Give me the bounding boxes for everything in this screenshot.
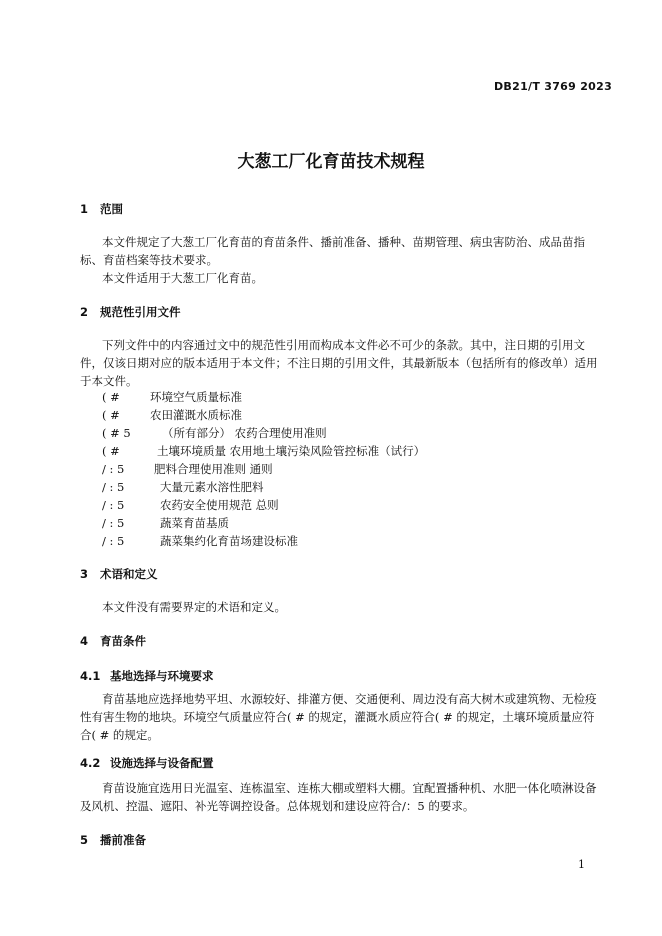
reference-code: ( # 5 bbox=[102, 426, 131, 440]
subsection-title: 设施选择与设备配置 bbox=[110, 756, 214, 770]
reference-item bbox=[102, 533, 298, 549]
paragraph-refs-intro: 下列文件中的内容通过文中的规范性引用而构成本文件必不可少的条款。其中，注日期的引用文件，仅该日期对应的版本适用于本文件；不注日期的引用文件，其最新版本（包括所有的修改单）适用于本文件。 bbox=[80, 338, 598, 388]
section-title: 育苗条件 bbox=[100, 634, 146, 648]
reference-item bbox=[102, 479, 264, 495]
paragraph-terms: 本文件没有需要界定的术语和定义。 bbox=[102, 600, 286, 614]
subsection-title: 基地选择与环境要求 bbox=[110, 669, 214, 683]
page-number: 1 bbox=[578, 858, 585, 871]
section-number: 1 bbox=[80, 202, 89, 216]
section-heading-4 bbox=[80, 633, 146, 649]
reference-item bbox=[102, 461, 273, 477]
paragraph-base: 育苗基地应选择地势平坦、水源较好、排灌方便、交通便利、周边没有高大树木或建筑物、无检疫性有害生物的地块。环境空气质量应符合( # 的规定，灌溉水质应符合( # 的规定，土壤环境质量应符合( # 的规定。 bbox=[80, 692, 597, 742]
subsection-number: 4.1 bbox=[80, 669, 101, 683]
paragraph-facility: 育苗设施宜选用日光温室、连栋温室、连栋大棚或塑料大棚。宜配置播种机、水肥一体化喷淋设备及风机、控温、遮阳、补光等调控设备。总体规划和建设应符合/：5 的要求。 bbox=[80, 781, 597, 813]
reference-item bbox=[102, 497, 279, 513]
reference-code: / : 5 bbox=[102, 480, 125, 494]
reference-code: / : 5 bbox=[102, 516, 125, 530]
section-number: 4 bbox=[80, 634, 89, 648]
reference-name: （所有部分） 农药合理使用准则 bbox=[162, 426, 327, 440]
section-number: 3 bbox=[80, 567, 89, 581]
subsection-heading-4-1 bbox=[80, 668, 214, 684]
subsection-heading-4-2 bbox=[80, 755, 214, 771]
section-number: 2 bbox=[80, 305, 89, 319]
reference-code: / : 5 bbox=[102, 498, 125, 512]
section-number: 5 bbox=[80, 833, 89, 847]
reference-name: 土壤环境质量 农用地土壤污染风险管控标准（试行） bbox=[157, 444, 426, 458]
subsection-number: 4.2 bbox=[80, 756, 101, 770]
section-title: 规范性引用文件 bbox=[100, 305, 181, 319]
reference-name: 农药安全使用规范 总则 bbox=[160, 498, 279, 512]
page-title: 大葱工厂化育苗技术规程 bbox=[237, 152, 425, 172]
section-title: 播前准备 bbox=[100, 833, 146, 847]
reference-item bbox=[102, 425, 327, 441]
standard-code: DB21/T 3769 2023 bbox=[494, 80, 613, 93]
reference-item bbox=[102, 407, 242, 423]
reference-code: ( # bbox=[102, 444, 120, 458]
reference-name: 肥料合理使用准则 通则 bbox=[154, 462, 273, 476]
reference-code: / : 5 bbox=[102, 534, 125, 548]
reference-code: ( # bbox=[102, 390, 120, 404]
reference-name: 环境空气质量标准 bbox=[150, 390, 242, 404]
section-title: 范围 bbox=[100, 202, 123, 216]
section-heading-5 bbox=[80, 832, 146, 848]
reference-code: ( # bbox=[102, 408, 120, 422]
reference-item bbox=[102, 515, 229, 531]
reference-item bbox=[102, 443, 425, 459]
paragraph-scope-2: 本文件适用于大葱工厂化育苗。 bbox=[102, 271, 263, 285]
reference-name: 大量元素水溶性肥料 bbox=[160, 480, 264, 494]
reference-name: 农田灌溉水质标准 bbox=[150, 408, 242, 422]
reference-item bbox=[102, 389, 242, 405]
section-heading-3 bbox=[80, 566, 158, 582]
section-heading-1 bbox=[80, 201, 123, 217]
reference-name: 蔬菜集约化育苗场建设标准 bbox=[160, 534, 298, 548]
section-title: 术语和定义 bbox=[100, 567, 158, 581]
section-heading-2 bbox=[80, 304, 181, 320]
reference-code: / : 5 bbox=[102, 462, 125, 476]
paragraph-scope-1: 本文件规定了大葱工厂化育苗的育苗条件、播前准备、播种、苗期管理、病虫害防治、成品苗指标、育苗档案等技术要求。 bbox=[80, 235, 585, 267]
reference-name: 蔬菜育苗基质 bbox=[160, 516, 229, 530]
